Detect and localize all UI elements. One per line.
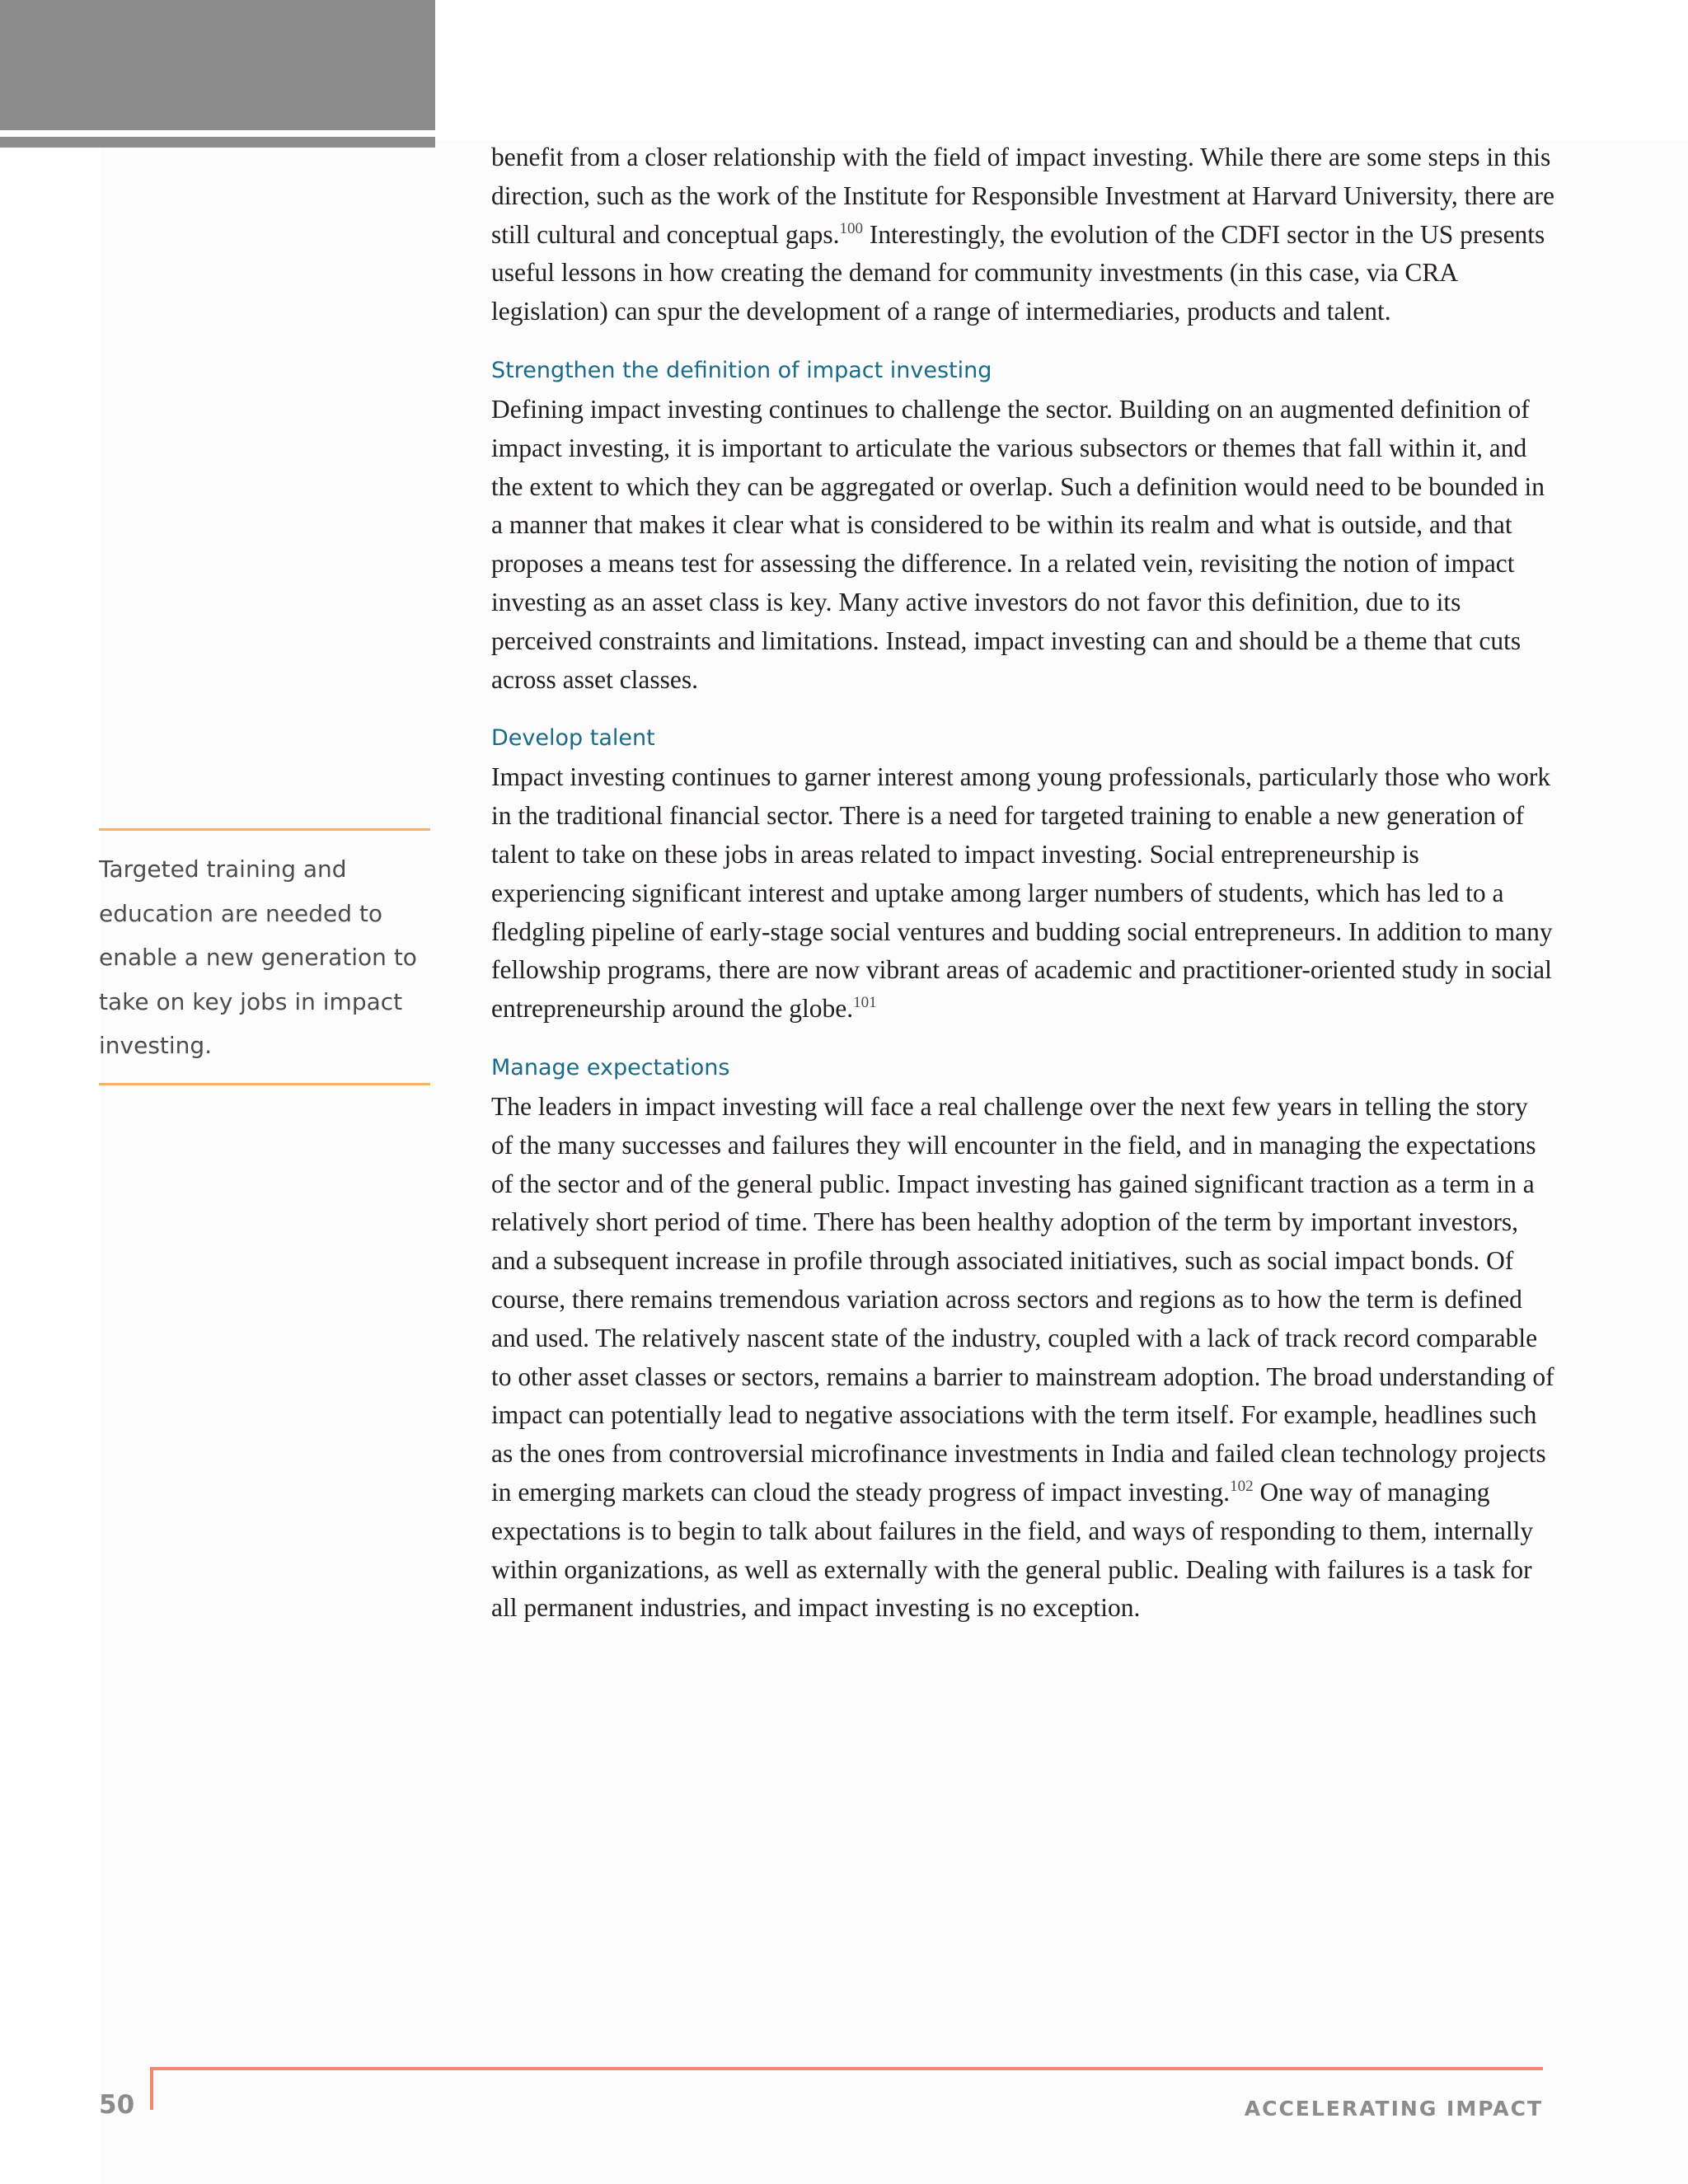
footer-rule	[150, 2067, 1543, 2070]
footnote-ref-102[interactable]: 102	[1230, 1477, 1254, 1495]
footnote-ref-100[interactable]: 100	[839, 219, 863, 237]
section-heading-talent: Develop talent	[491, 725, 655, 752]
intro-text-continued: Interestingly, the evolution of the CDFI sector in the US presents useful lessons in how creating the demand for community investments (in this case, via CRA legislation) can spur the development of a range of intermediaries, products and talent.	[491, 219, 1545, 326]
section-heading-definition: Strengthen the definition of impact investing	[491, 357, 992, 383]
pull-quote: Targeted training and education are needed to enable a new generation to take on key jobs in impact investing.	[99, 828, 430, 1085]
section-heading-expectations: Manage expectations	[491, 1054, 730, 1080]
definition-paragraph: Defining impact investing continues to challenge the sector. Building on an augmented definition of impact investing, it is important to articulate the various subsectors or themes that fall within it, and the extent to which they can be aggregated or overlap. Such a definition would need to be bounded in a manner that makes it clear what is considered to be within its realm and what is outside, and that proposes a means test for assessing the difference. In a related vein, revisiting the notion of impact investing as an asset class is key. Many active investors do not favor this definition, due to its perceived constraints and limitations. Instead, impact investing can and should be a theme that cuts across asset classes.	[491, 394, 1545, 694]
talent-paragraph	[491, 758, 1554, 1029]
expectations-text-continued: One way of managing expectations is to begin to talk about failures in the field, and ways of responding to them, internally within organizations, as well as externally with the general public. Dealing with failures is a task for all permanent industries, and impact investing is no exception.	[491, 1477, 1534, 1623]
footnote-ref-101[interactable]: 101	[853, 994, 877, 1012]
main-column	[491, 138, 1554, 1628]
header-gray-block	[0, 0, 435, 130]
running-title: ACCELERATING IMPACT	[1244, 2097, 1543, 2121]
footer-rule-tick	[150, 2067, 153, 2110]
header-gray-rule	[0, 137, 435, 148]
intro-text: benefit from a closer relationship with the field of impact investing. While there are some steps in this direction, such as the work of the Institute for Responsible Investment at Harvard University, there are still cultural and conceptual gaps.	[491, 143, 1554, 249]
expectations-text: The leaders in impact investing will face a real challenge over the next few years in telling the story of the many successes and failures they will encounter in the field, and in managing the expectations of the sector and of the general public. Impact investing has gained significant traction as a term in a relatively short period of time. There has been healthy adoption of the term by important investors, and a subsequent increase in profile through associated initiatives, such as social impact bonds. Of course, there remains tremendous variation across sectors and regions as to how the term is defined and used. The relatively nascent state of the industry, coupled with a lack of track record comparable to other asset classes or sectors, remains a barrier to mainstream adoption. The broad understanding of impact can potentially lead to negative associations with the term itself. For example, headlines such as the ones from controversial microfinance investments in India and failed clean technology projects in emerging markets can cloud the steady progress of impact investing.	[491, 1091, 1554, 1507]
talent-text: Impact investing continues to garner interest among young professionals, particularly those who work in the traditional financial sector. There is a need for targeted training to enable a new generation of talent to take on these jobs in areas related to impact investing. Social entrepreneurship is experiencing significant interest and uptake among larger numbers of students, which has led to a fledgling pipeline of early-stage social ventures and budding social entrepreneurs. In addition to many fellowship programs, there are now vibrant areas of academic and practitioner-oriented study in social entrepreneurship around the globe.	[491, 762, 1553, 1024]
expectations-paragraph	[491, 1088, 1554, 1628]
intro-paragraph	[491, 138, 1554, 331]
page-number: 50	[99, 2090, 135, 2120]
